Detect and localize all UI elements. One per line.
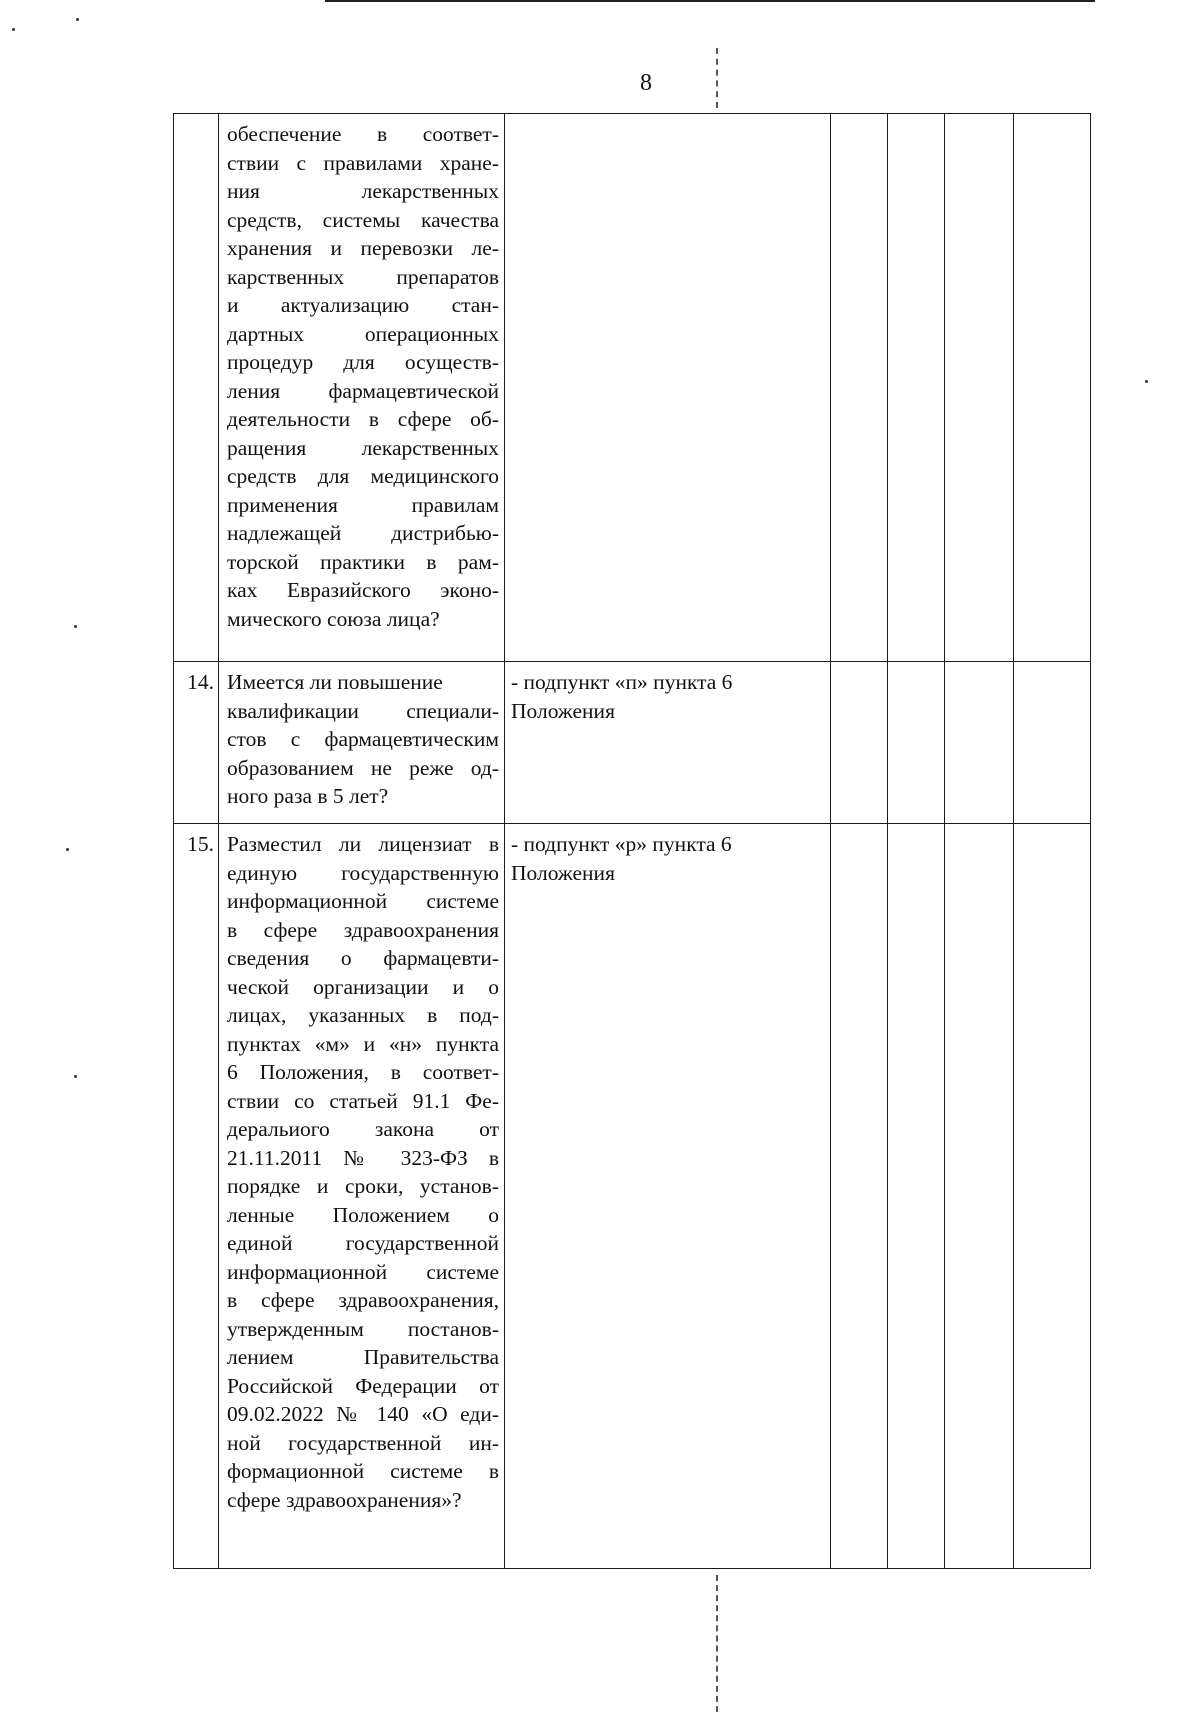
empty-cell [831,114,888,662]
reference-line: - подпункт «р» пункта 6 [511,832,732,856]
top-rule [325,0,1095,2]
empty-cell [1014,114,1091,662]
question-line: ной государственной ин- [227,1430,499,1455]
question-line: 09.02.2022 № 140 «О еди- [227,1402,499,1426]
scan-dash-line [716,1575,718,1712]
question-line: лением Правительства [227,1345,499,1369]
empty-cell [1014,824,1091,1569]
question-line: карственных препаратов [227,264,499,289]
question-line: средств, системы качества [227,207,499,232]
question-line: ного раза в 5 лет? [227,784,389,808]
question-line: и актуализацию стан- [227,293,499,317]
question-line: процедур для осуществ- [227,350,499,374]
question-line: ленные Положением о [227,1202,499,1227]
row-number-cell: 15. [174,824,219,1569]
question-line: ления фармацевтической [227,378,499,403]
question-line: мического союза лица? [227,606,440,631]
question-line: хранения и перевозки ле- [227,236,499,260]
page-number: 8 [640,70,652,96]
question-line: Имеется ли повышение [227,670,443,694]
question-cell [219,662,505,824]
question-line: ращения лекарственных [227,435,499,460]
question-line: сведения о фармацевти- [227,946,499,970]
question-line: информационной системе [227,1259,499,1284]
question-line: информационной системе [227,889,499,913]
empty-cell [888,114,945,662]
question-line: применения правилам [227,492,499,517]
question-line: утвержденным постанов- [227,1316,499,1341]
scan-speck [1145,380,1148,383]
question-cell [219,114,505,662]
question-line: сфере здравоохранения»? [227,1487,462,1512]
row-number-cell [174,114,219,662]
question-line: ческой организации и о [227,974,499,999]
question-line: ствии со статьей 91.1 Фе- [227,1088,499,1113]
question-line: деятельности в сфере об- [227,407,499,431]
question-line: пунктах «м» и «н» пункта [227,1031,499,1056]
scan-speck [12,28,15,31]
question-line: лицах, указанных в под- [227,1003,499,1027]
empty-cell [1014,662,1091,824]
empty-cell [888,662,945,824]
question-line: Разместил ли лицензиат в [227,832,499,856]
reference-line: Положения [511,860,615,885]
row-number-cell: 14. [174,662,219,824]
scan-speck [66,848,69,851]
question-line: Российской Федерации от [227,1373,499,1398]
reference-cell [505,114,831,662]
question-line: торской практики в рам- [227,549,499,574]
question-line: 6 Положения, в соответ- [227,1060,499,1084]
reference-line: - подпункт «п» пункта 6 [511,670,733,694]
question-line: в сфере здравоохранения, [227,1288,499,1312]
question-line: единой государственной [227,1231,499,1255]
question-line: стов с фармацевтическим [227,727,499,751]
table-row [174,662,1091,824]
empty-cell [945,824,1014,1569]
table-row [174,114,1091,662]
question-line: в сфере здравоохранения [227,917,499,942]
question-cell [219,824,505,1569]
question-line: порядке и сроки, установ- [227,1174,499,1198]
reference-line: Положения [511,698,615,723]
scan-speck [74,625,77,628]
reference-cell [505,824,831,1569]
checklist-table [173,113,1091,1569]
scan-speck [76,18,79,21]
question-line: ках Евразийского эконо- [227,578,499,602]
question-line: ствии с правилами хране- [227,150,499,175]
empty-cell [888,824,945,1569]
question-line: дартных операционных [227,321,499,346]
empty-cell [945,114,1014,662]
empty-cell [831,824,888,1569]
question-line: ния лекарственных [227,179,499,203]
question-line: квалификации специали- [227,698,499,723]
table-row [174,824,1091,1569]
question-line: средств для медицинского [227,464,499,488]
question-line: 21.11.2011 № 323-ФЗ в [227,1145,499,1170]
empty-cell [831,662,888,824]
question-line: надлежащей дистрибью- [227,521,499,545]
question-line: формационной системе в [227,1459,499,1483]
scan-speck [74,1075,77,1078]
question-line: образованием не реже од- [227,755,499,780]
reference-cell [505,662,831,824]
question-line: деральиого закона от [227,1117,499,1141]
question-line: единую государственную [227,860,499,885]
question-line: обеспечение в соответ- [227,122,499,146]
scan-dash-line [716,48,718,108]
empty-cell [945,662,1014,824]
